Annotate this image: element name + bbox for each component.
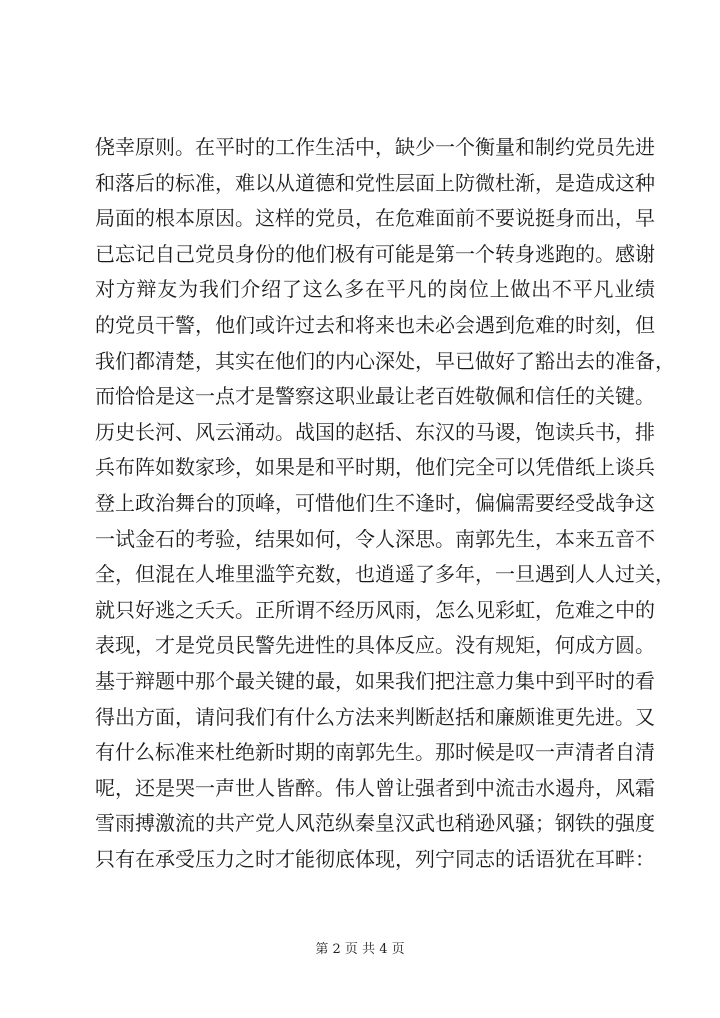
page-number-footer: 第 2 页 共 4 页 <box>315 942 405 957</box>
text-line: 的党员干警，他们或许过去和将来也未必会遇到危难的时刻，但 <box>95 312 655 337</box>
text-line: 对方辩友为我们介绍了这么多在平凡的岗位上做出不平凡业绩 <box>95 277 655 302</box>
text-line: 就只好逃之夭夭。正所谓不经历风雨，怎么见彩虹，危难之中的 <box>95 597 655 622</box>
text-line: 有什么标准来杜绝新时期的南郭先生。那时候是叹一声清者自清 <box>95 740 655 765</box>
text-line: 我们都清楚，其实在他们的内心深处，早已做好了豁出去的准备， <box>95 348 675 373</box>
text-line: 而恰恰是这一点才是警察这职业最让老百姓敬佩和信任的关键。 <box>95 384 655 409</box>
text-line: 和落后的标准，难以从道德和党性层面上防微杜渐，是造成这种 <box>95 170 655 195</box>
text-line: 基于辩题中那个最关键的最，如果我们把注意力集中到平时的看 <box>95 668 655 693</box>
text-line: 全，但混在人堆里滥竽充数，也逍遥了多年，一旦遇到人人过关， <box>95 562 675 587</box>
body-text <box>95 130 675 877</box>
text-line: 一试金石的考验，结果如何，令人深思。南郭先生，本来五音不 <box>95 526 655 551</box>
text-line: 历史长河、风云涌动。战国的赵括、东汉的马谡，饱读兵书，排 <box>95 419 655 444</box>
text-line: 局面的根本原因。这样的党员，在危难面前不要说挺身而出，早 <box>95 206 655 231</box>
text-line: 登上政治舞台的顶峰，可惜他们生不逢时，偏偏需要经受战争这 <box>95 490 655 515</box>
text-line: 表现，才是党员民警先进性的具体反应。没有规矩，何成方圆。 <box>95 633 655 658</box>
text-line: 只有在承受压力之时才能彻底体现，列宁同志的话语犹在耳畔： <box>95 846 655 871</box>
text-line: 呢，还是哭一声世人皆醉。伟人曾让强者到中流击水遏舟，风霜 <box>95 775 655 800</box>
text-line: 雪雨搏激流的共产党人风范纵秦皇汉武也稍逊风骚；钢铁的强度 <box>95 811 655 836</box>
text-line: 兵布阵如数家珍，如果是和平时期，他们完全可以凭借纸上谈兵 <box>95 455 655 480</box>
text-line: 得出方面，请问我们有什么方法来判断赵括和廉颇谁更先进。又 <box>95 704 655 729</box>
text-line: 侥幸原则。在平时的工作生活中，缺少一个衡量和制约党员先进 <box>95 135 655 159</box>
text-line: 已忘记自己党员身份的他们极有可能是第一个转身逃跑的。感谢 <box>95 241 655 266</box>
